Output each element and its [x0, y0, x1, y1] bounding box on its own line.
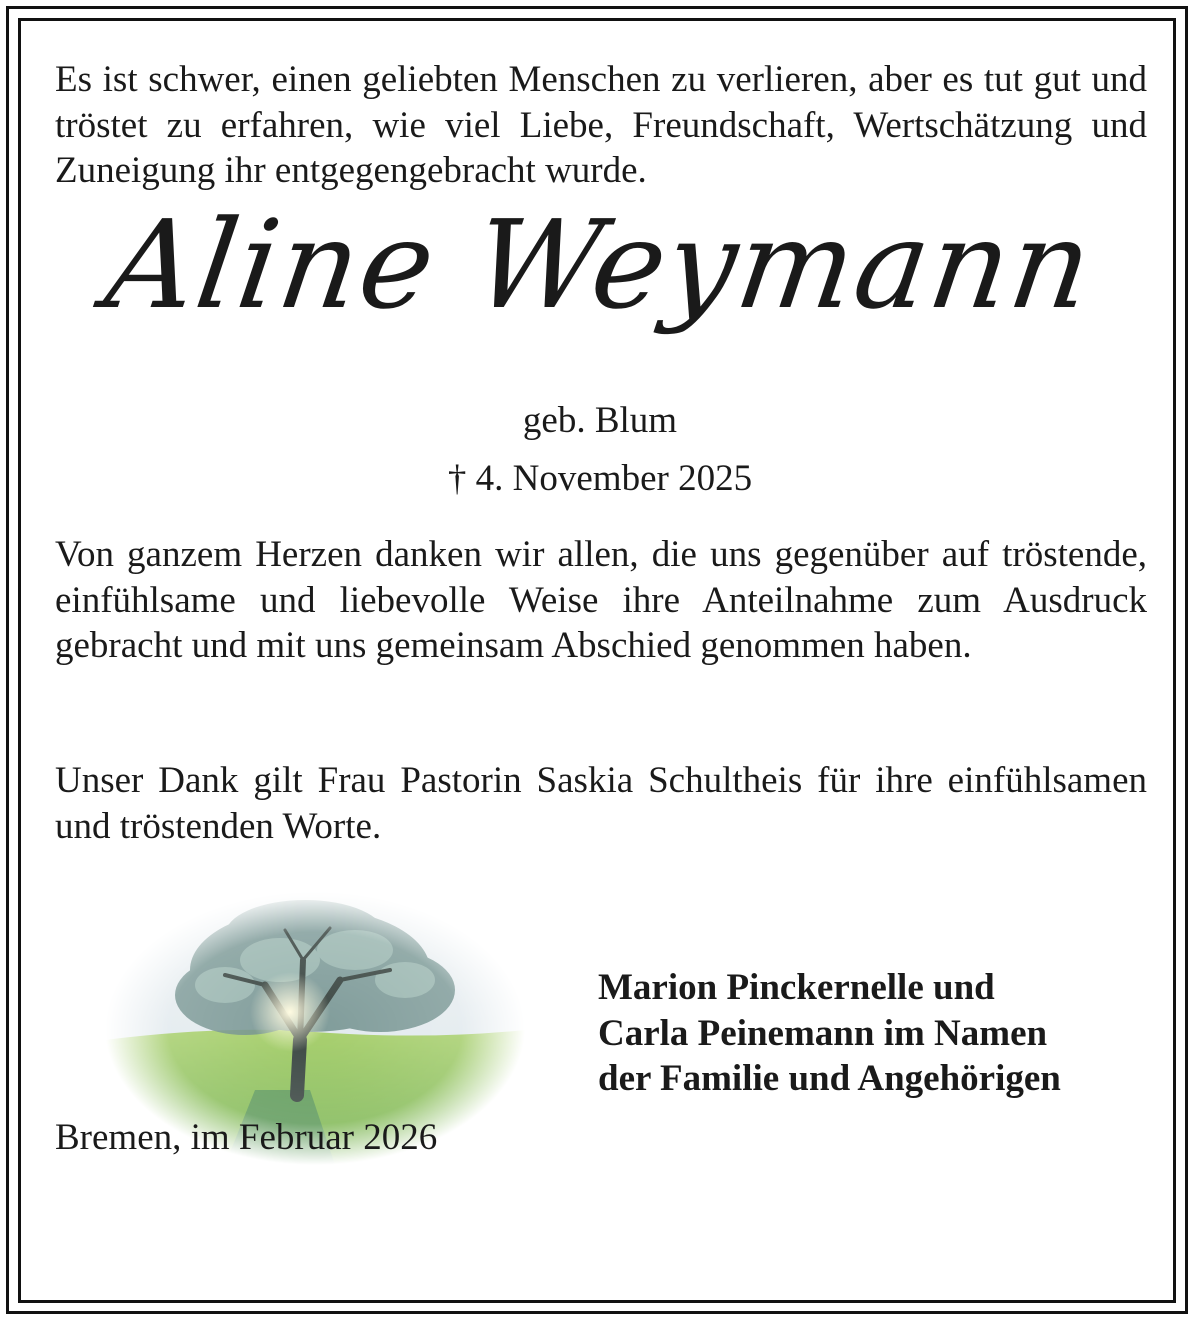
- intro-text: Es ist schwer, einen geliebten Menschen zu verlieren, aber es tut gut und tröstet zu erfahren, wie viel Liebe, Freundschaft, Wertschätzung und Zuneigung ihr entgegengebracht wurde.: [55, 59, 1147, 191]
- deceased-name: Aline Weymann: [98, 194, 1102, 336]
- signature-block: [598, 965, 1061, 1102]
- signature-line: Carla Peinemann im Namen: [598, 1012, 1048, 1054]
- thanks-text: Von ganzem Herzen danken wir allen, die uns gegenüber auf tröstende, einfühlsame und liebevolle Weise ihre Anteilnahme zum Ausdruck gebracht und mit uns gemeinsam Abschied genommen haben.: [55, 534, 1147, 666]
- signature-line: Marion Pinckernelle und: [598, 967, 995, 1008]
- place-date: Bremen, im Februar 2026: [55, 1117, 438, 1158]
- signature-line: der Familie und Angehörigen: [598, 1058, 1061, 1099]
- maiden-name: geb. Blum: [522, 400, 678, 441]
- pastor-thanks-text: Unser Dank gilt Frau Pastorin Saskia Schultheis für ihre einfühlsamen und tröstenden Worte.: [55, 760, 1147, 847]
- death-date: † 4. November 2025: [447, 458, 753, 499]
